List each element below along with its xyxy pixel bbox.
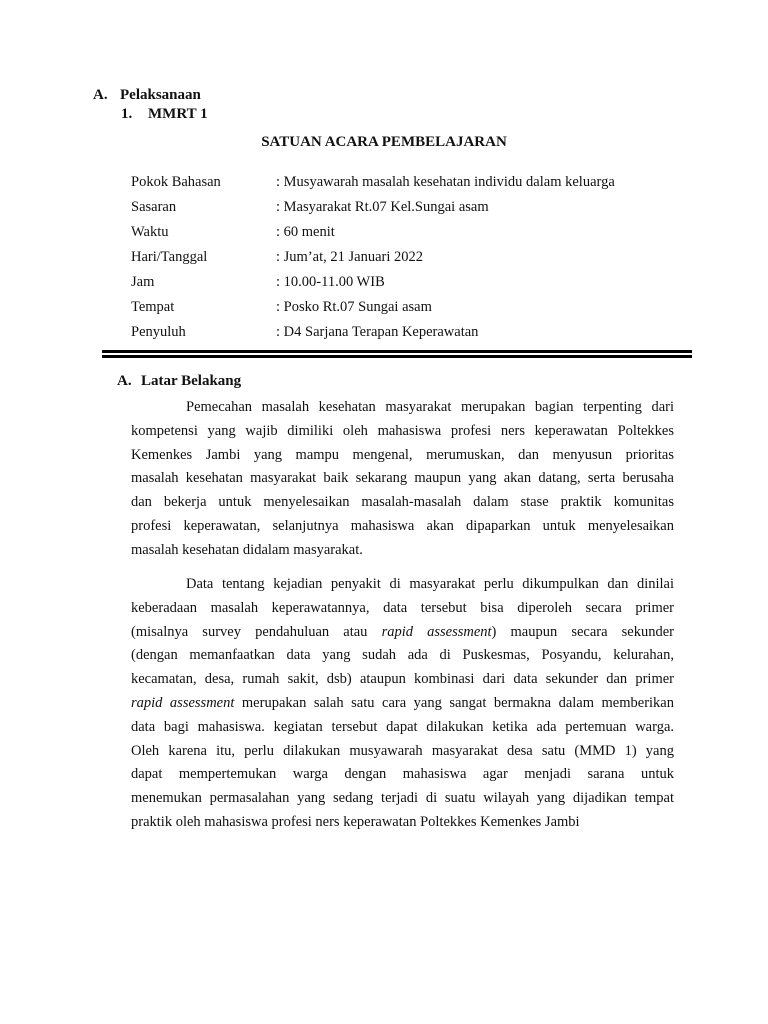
document-title: SATUAN ACARA PEMBELAJARAN (261, 134, 507, 150)
info-value: : Masyarakat Rt.07 Kel.Sungai asam (276, 199, 489, 215)
info-row (131, 272, 615, 297)
info-row (131, 322, 615, 347)
paragraph-line: dan bekerja untuk menyelesaikan masalah-masalah dalam stase praktik komunitas (131, 494, 674, 511)
subheading-text: MMRT 1 (148, 106, 208, 122)
info-table (131, 172, 615, 347)
paragraph-line: profesi keperawatan, selanjutnya mahasiswa akan dipaparkan untuk menyelesaikan (131, 517, 674, 534)
section-letter: A. (117, 373, 132, 389)
info-value: : Jum’at, 21 Januari 2022 (276, 249, 423, 265)
section-heading-latar-belakang (117, 373, 241, 390)
info-row (131, 222, 615, 247)
italic-term: rapid assessment (381, 623, 492, 640)
paragraph-line: (dengan memanfaatkan data yang sudah ada di Puskesmas, Posyandu, kelurahan, (131, 647, 674, 664)
heading-letter: A. (93, 87, 108, 103)
section-heading-pelaksanaan (93, 87, 201, 104)
heading-text: Pelaksanaan (120, 87, 201, 103)
paragraph-line: Data tentang kejadian penyakit di masyarakat perlu dikumpulkan dan dinilai (186, 576, 674, 592)
paragraph-line: Kemenkes Jambi yang mampu mengenal, merumuskan, dan menyusun prioritas (131, 446, 674, 463)
info-label: Penyuluh (131, 324, 186, 340)
info-value: : 10.00-11.00 WIB (276, 274, 385, 290)
info-value: : 60 menit (276, 224, 335, 240)
info-label: Jam (131, 274, 155, 290)
info-row (131, 197, 615, 222)
info-label: Pokok Bahasan (131, 174, 221, 190)
italic-term: rapid assessment (131, 694, 235, 711)
paragraph-2 (131, 574, 674, 836)
info-value: : D4 Sarjana Terapan Keperawatan (276, 324, 479, 340)
divider-line (102, 355, 692, 358)
info-value: : Posko Rt.07 Sungai asam (276, 299, 432, 315)
paragraph-line: masalah kesehatan masyarakat baik sekarang maupun yang akan datang, serta berusaha (131, 470, 674, 487)
text-segment: merupakan salah satu cara yang sangat bermakna dalam memberikan (234, 694, 674, 711)
subheading-number: 1. (121, 106, 133, 122)
info-label: Waktu (131, 224, 169, 240)
subheading-mmrt (121, 106, 208, 123)
info-row (131, 297, 615, 322)
info-label: Sasaran (131, 199, 177, 215)
paragraph-line: kecamatan, desa, rumah sakit, dsb) ataupun kombinasi dari data sekunder dan primer (131, 671, 674, 688)
paragraph-line: data bagi mahasiswa. kegiatan tersebut dapat dilakukan ketika ada pertemuan warga. (131, 718, 674, 735)
text-segment: ) maupun secara sekunder (491, 623, 674, 640)
info-label: Hari/Tanggal (131, 249, 208, 265)
info-value: : Musyawarah masalah kesehatan individu dalam keluarga (276, 174, 615, 190)
paragraph-line (131, 693, 674, 717)
paragraph-line: menemukan permasalahan yang sedang terjadi di suatu wilayah yang dijadikan tempat (131, 790, 674, 807)
paragraph-line: dapat mempertemukan warga dengan mahasiswa agar menjadi sarana untuk (131, 766, 674, 783)
paragraph-line (131, 622, 674, 646)
info-row (131, 247, 615, 272)
info-label: Tempat (131, 299, 175, 315)
paragraph-line: praktik oleh mahasiswa profesi ners keperawatan Poltekkes Kemenkes Jambi (131, 813, 580, 830)
paragraph-line: Oleh karena itu, perlu dilakukan musyawarah masyarakat desa satu (MMD 1) yang (131, 742, 674, 759)
paragraph-line: masalah kesehatan didalam masyarakat. (131, 541, 363, 558)
paragraph-line: kompetensi yang wajib dimiliki oleh mahasiswa profesi ners keperawatan Poltekkes (131, 422, 674, 439)
paragraph-1 (131, 397, 674, 564)
paragraph-line: keberadaan masalah keperawatannya, data tersebut bisa diperoleh secara primer (131, 599, 674, 616)
paragraph-line: Pemecahan masalah kesehatan masyarakat merupakan bagian terpenting dari (186, 399, 674, 415)
divider-line (102, 350, 692, 353)
section-text: Latar Belakang (141, 373, 242, 389)
info-row (131, 172, 615, 197)
text-segment: (misalnya survey pendahuluan atau (131, 623, 368, 640)
